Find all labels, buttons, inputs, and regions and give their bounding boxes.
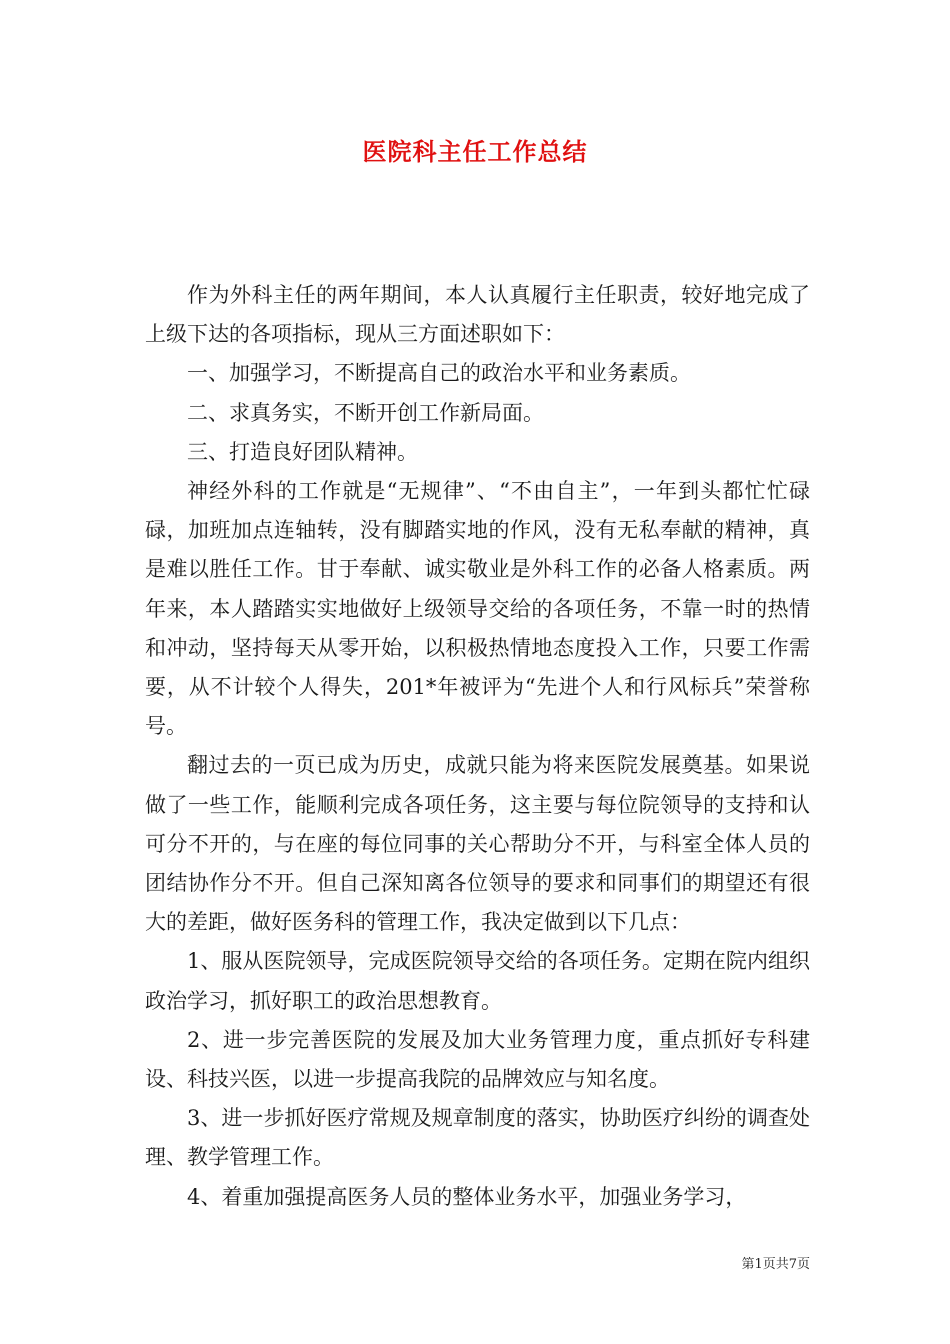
page-number: 第1页共7页: [741, 1257, 810, 1272]
paragraph-point-3: 三、打造良好团队精神。: [187, 439, 418, 464]
document-body: [145, 276, 810, 1217]
document-title: 医院科主任工作总结: [362, 138, 588, 166]
paragraph-point-2: 二、求真务实，不断开创工作新局面。: [187, 400, 544, 425]
paragraph-item-2: 2、进一步完善医院的发展及加大业务管理力度，重点抓好专科建设、科技兴医，以进一步提高我院的品牌效应与知名度。: [145, 1027, 810, 1092]
paragraph-neurosurgery: 神经外科的工作就是“无规律”、“不由自主”，一年到头都忙忙碌碌，加班加点连轴转，没有脚踏实地的作风，没有无私奉献的精神，真是难以胜任工作。甘于奉献、诚实敬业是外科工作的必备人格素质。两年来，本人踏踏实实地做好上级领导交给的各项任务，不靠一时的热情和冲动，坚持每天从零开始，以积极热情地态度投入工作，只要工作需要，从不计较个人得失，201*年被评为“先进个人和行风标兵”荣誉称号。: [145, 479, 810, 739]
paragraph-history: 翻过去的一页已成为历史，成就只能为将来医院发展奠基。如果说做了一些工作，能顺利完成各项任务，这主要与每位院领导的支持和认可分不开的，与在座的每位同事的关心帮助分不开，与科室全体人员的团结协作分不开。但自己深知离各位领导的要求和同事们的期望还有很大的差距，做好医务科的管理工作，我决定做到以下几点：: [145, 753, 810, 935]
paragraph-item-4: 4、着重加强提高医务人员的整体业务水平，加强业务学习，: [187, 1184, 747, 1209]
paragraph-item-3: 3、进一步抓好医疗常规及规章制度的落实，协助医疗纠纷的调查处理、教学管理工作。: [145, 1106, 810, 1170]
paragraph-point-1: 一、加强学习，不断提高自己的政治水平和业务素质。: [187, 361, 691, 386]
paragraph-item-1: 1、服从医院领导，完成医院领导交给的各项任务。定期在院内组织政治学习，抓好职工的政治思想教育。: [145, 949, 810, 1013]
paragraph-intro: 作为外科主任的两年期间，本人认真履行主任职责，较好地完成了上级下达的各项指标，现从三方面述职如下：: [145, 283, 810, 347]
